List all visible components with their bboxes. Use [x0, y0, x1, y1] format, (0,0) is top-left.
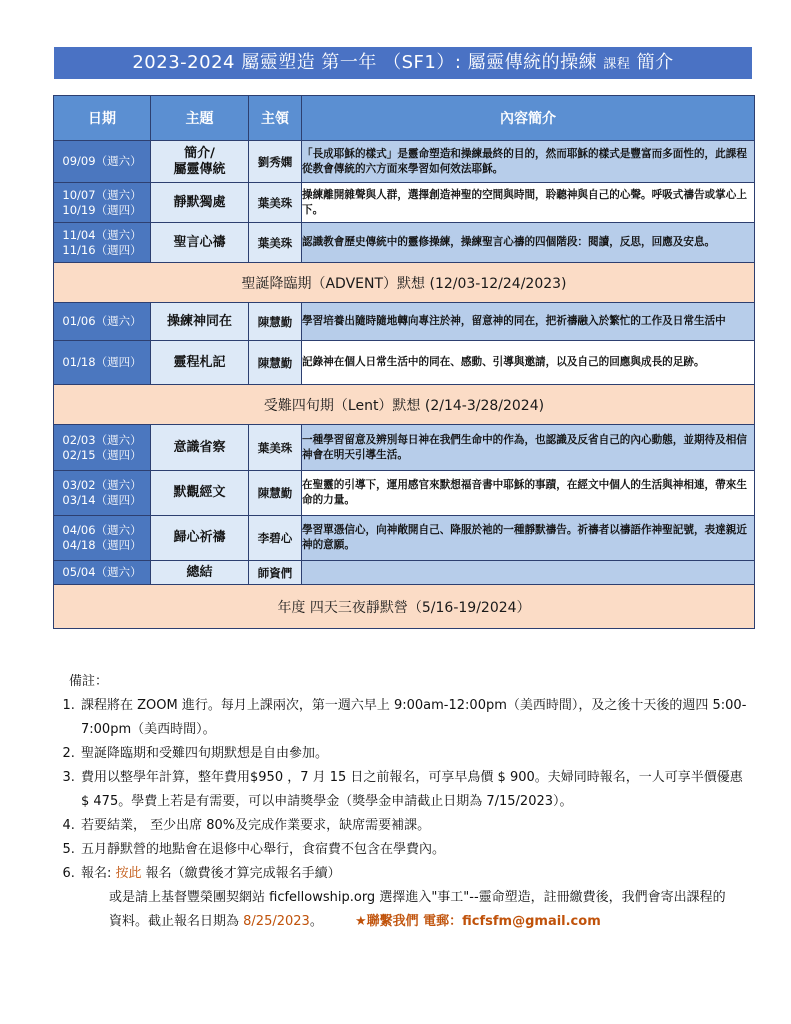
topic-line: 靜默獨處: [173, 194, 226, 210]
note-item: 4. 若要結業， 至少出席 80%及完成作業要求，缺席需要補課。: [79, 814, 753, 838]
session-date: [54, 561, 151, 585]
header-desc: 內容簡介: [302, 96, 755, 141]
reg-prefix: 報名:: [81, 866, 116, 881]
session-date: [54, 223, 151, 263]
session-topic: [151, 561, 249, 585]
session-description: [302, 561, 755, 585]
title-small: 課程: [603, 57, 631, 72]
session-date: [54, 183, 151, 223]
date-line: 01/06（週六）: [62, 314, 142, 328]
session-description: 認識教會歷史傳統中的靈修操練，操練聖言心禱的四個階段：閱讀，反思，回應及安息。: [302, 223, 755, 263]
session-topic: [151, 425, 249, 471]
notes-section: [53, 670, 753, 934]
session-leader: 陳慧勤: [249, 341, 302, 385]
reg-line-3-prefix: 資料。截止報名日期為: [109, 914, 244, 929]
topic-line: 操練神同在: [166, 313, 232, 329]
note-item: 2. 聖誕降臨期和受難四旬期默想是自由參加。: [79, 742, 753, 766]
notes-heading: 備註：: [69, 674, 109, 689]
session-leader: 葉美珠: [249, 183, 302, 223]
header-leader: 主領: [249, 96, 302, 141]
topic-line: 歸心祈禱: [173, 530, 226, 545]
session-date: [54, 303, 151, 341]
season-row: [54, 263, 755, 303]
header-topic: 主題: [151, 96, 249, 141]
session-topic: [151, 183, 249, 223]
table-row: [54, 425, 755, 471]
table-row: [54, 561, 755, 585]
session-topic: [151, 471, 249, 516]
date-line: 03/14（週四）: [62, 493, 142, 507]
reg-suffix: 報名（繳費後才算完成報名手續）: [141, 866, 341, 881]
topic-line: 屬靈傳統: [173, 161, 226, 177]
date-line: 02/15（週四）: [62, 447, 142, 462]
session-topic: [151, 141, 249, 183]
season-row: [54, 385, 755, 425]
register-link[interactable]: 按此: [115, 866, 142, 881]
notes-list: [53, 694, 753, 934]
session-description: 操練離開雜聲與人群，選擇創造神聖的空間與時間，聆聽神與自己的心聲。呼吸式禱告或掌心上下。: [302, 183, 755, 223]
date-line: 04/18（週四）: [62, 538, 142, 552]
session-topic: [151, 341, 249, 385]
topic-line: 默觀經文: [173, 485, 226, 500]
table-row: [54, 223, 755, 263]
session-description: 記錄神在個人日常生活中的同在、感動、引導與邀請，以及自己的回應與成長的足跡。: [302, 341, 755, 385]
session-date: [54, 471, 151, 516]
session-leader: 葉美珠: [249, 425, 302, 471]
date-line: 09/09（週六）: [62, 154, 142, 168]
season-row: [54, 585, 755, 629]
table-row: [54, 141, 755, 183]
session-date: [54, 341, 151, 385]
table-body: [54, 141, 755, 629]
page-title: [54, 47, 752, 79]
title-main: 2023-2024 屬靈塑造 第一年 （SF1）: 屬靈傳統的操練: [132, 52, 598, 73]
title-tail: 簡介: [636, 52, 674, 73]
header-date: 日期: [54, 96, 151, 141]
topic-line: 聖言心禱: [173, 234, 226, 250]
session-date: [54, 516, 151, 561]
contact-email[interactable]: ★聯繫我們 電郵：ficfsfm@gmail.com: [354, 914, 601, 929]
session-date: [54, 425, 151, 471]
date-line: 03/02（週六）: [62, 478, 142, 492]
table-row: [54, 183, 755, 223]
topic-line: 靈程札記: [173, 354, 226, 370]
reg-line-3-suffix: 。: [309, 914, 323, 929]
session-description: 一種學習留意及辨別每日神在我們生命中的作為，也認識及反省自己的內心動態，並期待及相信神會在明天引導生活。: [302, 425, 755, 471]
session-leader: 李碧心: [249, 516, 302, 561]
session-topic: [151, 223, 249, 263]
session-description: 學習單憑信心，向神敞開自己、降服於祂的一種靜默禱告。祈禱者以禱語作神聖記號，表達親近神的意願。: [302, 516, 755, 561]
date-line: 10/19（週四）: [62, 202, 142, 217]
session-date: [54, 141, 151, 183]
reg-line-2: 或是請上基督豐榮團契網站 ficfellowship.org 選擇進入"事工"--靈命塑造，註冊繳費後，我們會寄出課程的: [109, 890, 726, 905]
note-item-registration: [79, 862, 753, 934]
season-banner: 聖誕降臨期（ADVENT）默想 (12/03-12/24/2023): [54, 263, 755, 303]
season-banner: 受難四旬期（Lent）默想 (2/14-3/28/2024): [54, 385, 755, 425]
topic-line: 總結: [186, 564, 213, 580]
date-line: 10/07（週六）: [62, 187, 142, 202]
session-leader: 陳慧勤: [249, 471, 302, 516]
session-topic: [151, 516, 249, 561]
date-line: 01/18（週四）: [62, 355, 142, 369]
note-item: 1. 課程將在 ZOOM 進行。每月上課兩次，第一週六早上 9:00am-12:00pm（美西時間），及之後十天後的週四 5:00-7:00pm（美西時間）。: [79, 694, 753, 742]
date-line: 02/03（週六）: [62, 432, 142, 447]
table-row: [54, 341, 755, 385]
reg-line-3: [81, 910, 753, 934]
session-leader: 陳慧勤: [249, 303, 302, 341]
date-line: 04/06（週六）: [62, 523, 142, 537]
session-description: 學習培養出隨時隨地轉向專注於神，留意神的同在，把祈禱融入於繁忙的工作及日常生活中: [302, 303, 755, 341]
table-row: [54, 471, 755, 516]
date-line: 11/16（週四）: [62, 242, 142, 257]
table-row: [54, 303, 755, 341]
date-line: 11/04（週六）: [62, 227, 142, 242]
topic-line: 意識省察: [173, 439, 226, 455]
table-header-row: [54, 96, 755, 141]
session-leader: 葉美珠: [249, 223, 302, 263]
season-banner: 年度 四天三夜靜默營（5/16-19/2024）: [54, 585, 755, 629]
date-line: 05/04（週六）: [62, 565, 142, 579]
session-description: 「長成耶穌的樣式」是靈命塑造和操練最終的目的，然而耶穌的樣式是豐富而多面性的，此課程從教會傳統的六方面來學習如何效法耶穌。: [302, 141, 755, 183]
deadline-date: 8/25/2023: [243, 914, 310, 929]
schedule-table: [53, 95, 755, 629]
session-description: 在聖靈的引導下，運用感官來默想福音書中耶穌的事蹟，在經文中個人的生活與神相連，帶來生命的力量。: [302, 471, 755, 516]
session-leader: 師資們: [249, 561, 302, 585]
session-topic: [151, 303, 249, 341]
topic-line: 簡介/: [184, 145, 215, 161]
note-item: 5. 五月靜默營的地點會在退修中心舉行，食宿費不包含在學費內。: [79, 838, 753, 862]
session-leader: 劉秀嫻: [249, 141, 302, 183]
table-row: [54, 516, 755, 561]
note-item: 3. 費用以整學年計算，整年費用$950 ，7 月 15 日之前報名，可享早鳥價 $ 900。夫婦同時報名，一人可享半價優惠 $ 475。學費上若是有需要，可以申請獎學金（獎學金申請截止日期為 7/15/2023）。: [79, 766, 753, 814]
